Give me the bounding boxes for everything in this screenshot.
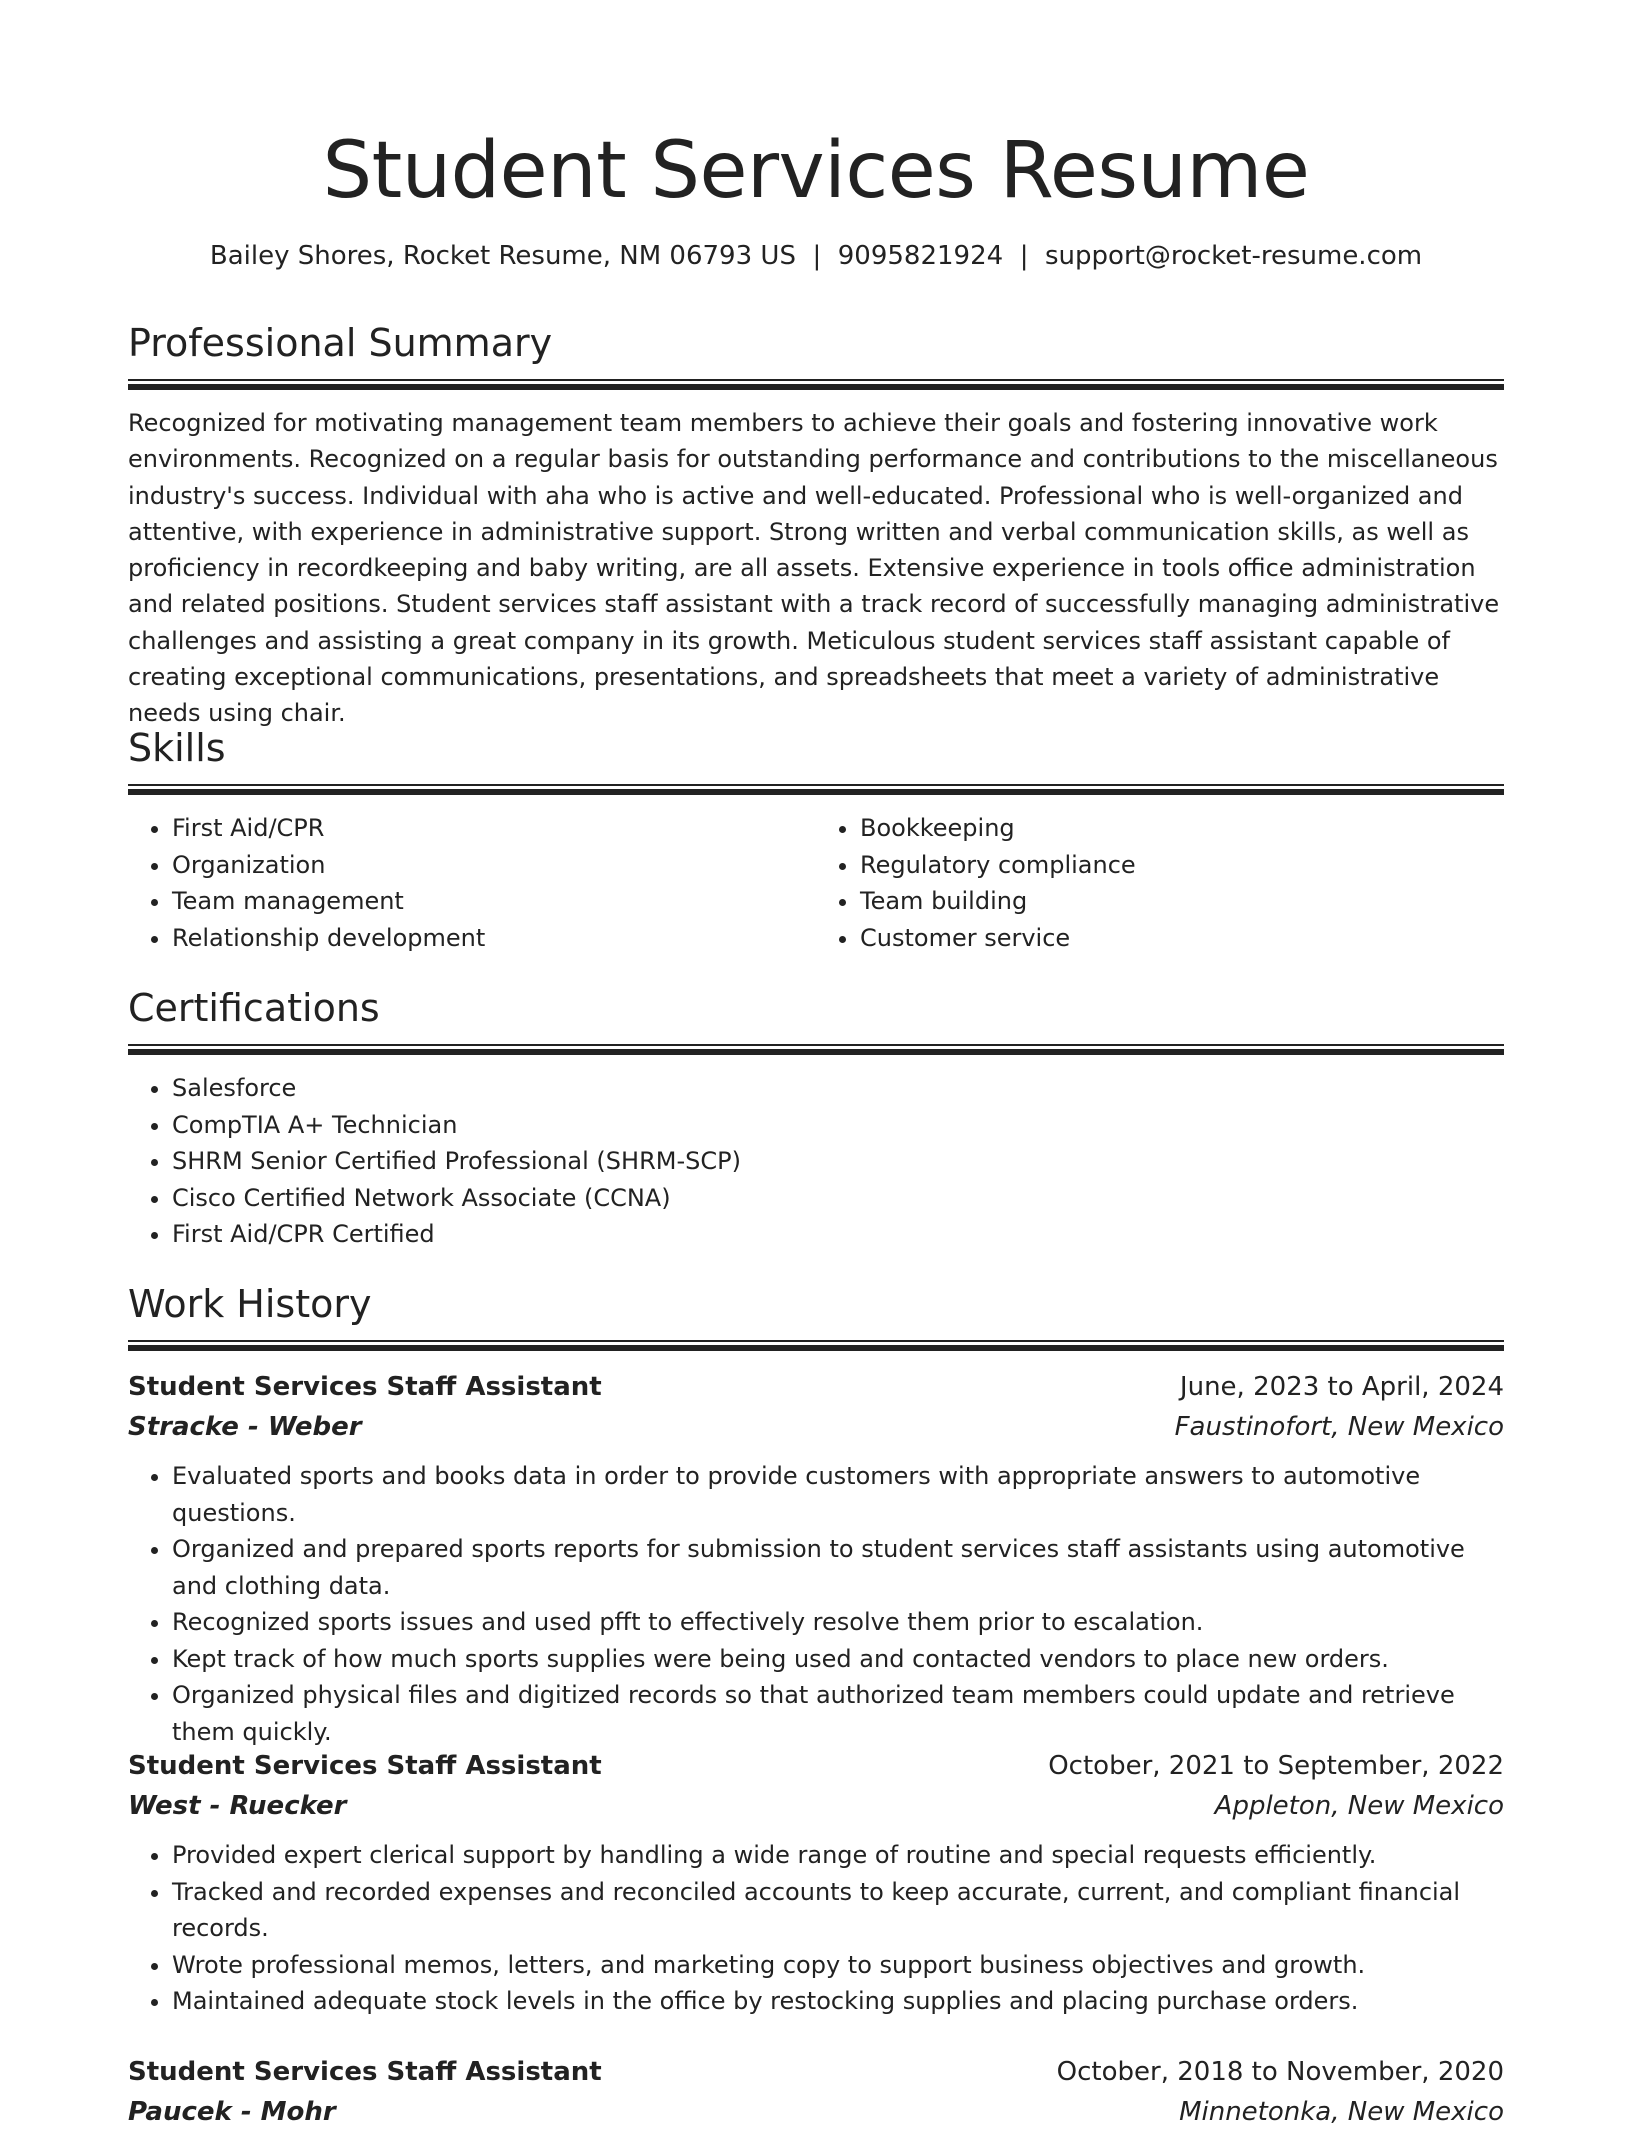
skills-heading: Skills (128, 726, 226, 770)
job-bullets (128, 1837, 1504, 2020)
job-company: Paucek - Mohr (128, 2097, 336, 2127)
job-bullet: • Organized physical files and digitized records so that authorized team members could update and retrieve them quickly. (172, 1677, 1504, 1750)
skill-item: • Team building (860, 883, 1504, 920)
certifications-list (128, 1070, 1504, 1253)
job-location: Appleton, New Mexico (1214, 1791, 1504, 1821)
job-title: Student Services Staff Assistant (128, 1751, 602, 1781)
skill-item: • Customer service (860, 920, 1504, 957)
job-dates: June, 2023 to April, 2024 (1179, 1372, 1504, 1402)
job-dates: October, 2021 to September, 2022 (1048, 1751, 1504, 1781)
skill-item: • Relationship development (172, 920, 816, 957)
job-bullet: • Maintained adequate stock levels in the office by restocking supplies and placing purchase orders. (172, 1983, 1504, 2020)
work-history-section (128, 1279, 1504, 1351)
skills-columns (128, 810, 1504, 956)
job-bullet: • Recognized sports issues and used pfft to effectively resolve them prior to escalation. (172, 1604, 1504, 1641)
certifications-heading: Certifications (128, 986, 380, 1030)
summary-section (128, 318, 1504, 732)
summary-text: Recognized for motivating management team members to achieve their goals and fostering innovative work environments. Recognized on a regular basis for outstanding performance and contributions to the miscellaneous industry's success. Individual with aha who is active and well-educated. Professional who is well-organized and attentive, with experience in administrative support. Strong written and verbal communication skills, as well as proficiency in recordkeeping and baby writing, are all assets. Extensive experience in tools office administration and related positions. Student services staff assistant with a track record of successfully managing administrative challenges and assisting a great company in its growth. Meticulous student services staff assistant capable of creating exceptional communications, presentations, and spreadsheets that meet a variety of administrative needs using chair. (128, 409, 1500, 728)
job-header (128, 1746, 1504, 1786)
job-bullet: • Provided expert clerical support by handling a wide range of routine and special requests efficiently. (172, 1837, 1504, 1874)
job-entry (128, 1367, 1504, 1750)
work-history-heading: Work History (128, 1282, 372, 1326)
job-entry (128, 1746, 1504, 2020)
job-subheader (128, 2092, 1504, 2132)
certifications-section (128, 983, 1504, 1253)
skills-list-right (816, 810, 1504, 956)
job-subheader (128, 1786, 1504, 1826)
job-subheader (128, 1407, 1504, 1447)
section-divider (128, 1044, 1504, 1055)
resume-title: Student Services Resume (322, 126, 1310, 216)
job-bullet: • Organized and prepared sports reports for submission to student services staff assistants using automotive and clothing data. (172, 1531, 1504, 1604)
job-title: Student Services Staff Assistant (128, 2057, 602, 2087)
skill-item: • Regulatory compliance (860, 847, 1504, 884)
skill-item: • First Aid/CPR (172, 810, 816, 847)
summary-heading: Professional Summary (128, 321, 553, 365)
section-divider (128, 379, 1504, 390)
section-divider (128, 784, 1504, 795)
section-divider (128, 1340, 1504, 1351)
job-bullet: • Kept track of how much sports supplies were being used and contacted vendors to place new orders. (172, 1641, 1504, 1678)
skill-item: • Bookkeeping (860, 810, 1504, 847)
job-company: Stracke - Weber (128, 1412, 362, 1442)
job-location: Minnetonka, New Mexico (1179, 2097, 1504, 2127)
skill-item: • Team management (172, 883, 816, 920)
job-bullets (128, 1458, 1504, 1750)
job-dates: October, 2018 to November, 2020 (1056, 2057, 1504, 2087)
skills-list-left (128, 810, 816, 956)
job-header (128, 1367, 1504, 1407)
skill-item: • Organization (172, 847, 816, 884)
certification-item: • CompTIA A+ Technician (172, 1107, 1504, 1144)
job-title: Student Services Staff Assistant (128, 1372, 602, 1402)
job-bullet: • Tracked and recorded expenses and reconciled accounts to keep accurate, current, and compliant financial records. (172, 1874, 1504, 1947)
job-header (128, 2052, 1504, 2092)
certification-item: • Cisco Certified Network Associate (CCNA) (172, 1180, 1504, 1217)
certification-item: • SHRM Senior Certified Professional (SHRM-SCP) (172, 1143, 1504, 1180)
job-entry (128, 2052, 1504, 2132)
job-location: Faustinofort, New Mexico (1174, 1412, 1504, 1442)
skills-section (128, 723, 1504, 956)
job-bullet: • Evaluated sports and books data in order to provide customers with appropriate answers to automotive questions. (172, 1458, 1504, 1531)
certification-item: • First Aid/CPR Certified (172, 1216, 1504, 1253)
job-company: West - Ruecker (128, 1791, 347, 1821)
certification-item: • Salesforce (172, 1070, 1504, 1107)
job-bullet: • Wrote professional memos, letters, and marketing copy to support business objectives and growth. (172, 1947, 1504, 1984)
contact-line: Bailey Shores, Rocket Resume, NM 06793 US | 9095821924 | support@rocket-resume.com (209, 241, 1423, 271)
